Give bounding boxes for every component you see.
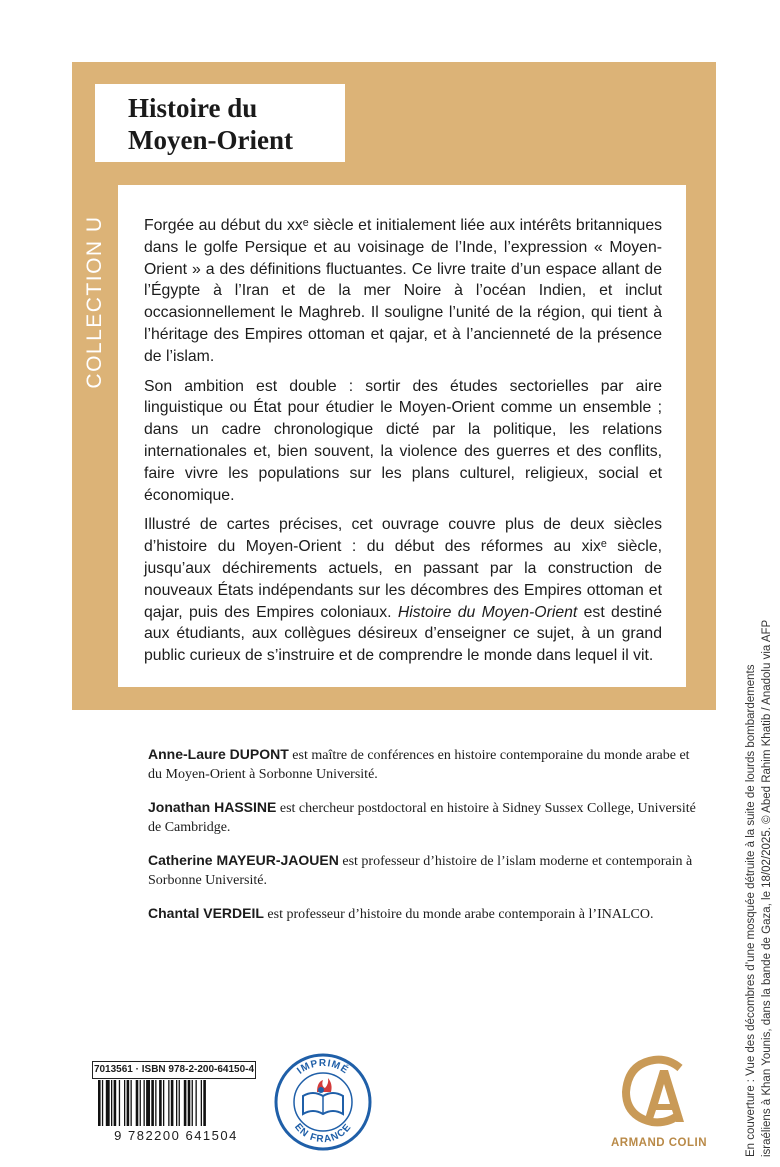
barcode-bar: [176, 1080, 177, 1126]
printed-in-france-badge: [273, 1052, 373, 1152]
barcode-bar: [119, 1080, 120, 1126]
author-name: Jonathan HASSINE: [148, 799, 277, 815]
barcode-bar: [106, 1080, 110, 1126]
barcode-bar: [171, 1080, 174, 1126]
author-name: Anne-Laure DUPONT: [148, 746, 289, 762]
blurb-p3-end: est destiné aux étudiants, aux collègues désireux d’enseigner ce sujet, à un grand public curieux de s’instruire et de comprendre le monde dans lequel il vit.: [144, 603, 662, 665]
blurb-paragraph-3: [144, 514, 662, 667]
author-bio: est professeur d’histoire du monde arabe contemporain à l’INALCO.: [263, 907, 654, 922]
author-entry: [148, 851, 696, 890]
publisher-name: ARMAND COLIN: [610, 1137, 708, 1149]
barcode-bar: [163, 1080, 164, 1126]
collection-text: COLLECTION U: [83, 215, 106, 389]
credit-line-1: En couverture : Vue des décombres d’une mosquée détruite à la suite de lourds bombardements: [745, 664, 757, 1157]
barcode-bar: [111, 1080, 112, 1126]
blurb-paragraph-1: Forgée au début du xxᵉ siècle et initialement liée aux intérêts britanniques dans le golfe Persique et au voisinage de l’Inde, l’expression « Moyen-Orient » a des définitions fluctuantes. Ce livre traite d’un espace allant de l’Égypte à l’Iran et de la mer Noire à l’océan Indien, et inclut occasionnellement le Maghreb. Il souligne l’unité de la région, qui tient à l’héritage des Empires ottoman et qajar, et à l’ancienneté de la présence de l’islam.: [144, 217, 662, 365]
barcode-bar: [159, 1080, 162, 1126]
author-entry: [148, 745, 696, 784]
ac-letter-a-icon: [644, 1070, 684, 1122]
author-entry: [148, 798, 696, 837]
author-bio: est professeur d’histoire de l’islam moderne et contemporain à Sorbonne Université.: [148, 854, 693, 888]
barcode-bar: [144, 1080, 145, 1126]
title-line-2: Moyen-Orient: [128, 125, 293, 155]
author-bio: est maître de conférences en histoire contemporaine du monde arabe et du Moyen-Orient à Sorbonne Université.: [148, 748, 690, 782]
barcode-bar: [155, 1080, 156, 1126]
author-name: Catherine MAYEUR-JAOUEN: [148, 852, 339, 868]
barcode-bar: [136, 1080, 139, 1126]
blurb-text: [144, 215, 662, 675]
title-line-1: Histoire du: [128, 93, 258, 123]
barcode-bar: [151, 1080, 154, 1126]
barcode-bar: [146, 1080, 150, 1126]
author-bio: est chercheur postdoctoral en histoire à Sidney Sussex College, Université de Cambridge.: [148, 801, 696, 835]
credit-line-2: israéliens à Khan Younis, dans la bande de Gaza, le 18/02/2025. © Abed Rahim Khatib / Anadolu via AFP: [761, 619, 773, 1157]
armand-colin-logo: [610, 1050, 708, 1150]
barcode-bar: [140, 1080, 141, 1126]
barcode-bar: [188, 1080, 191, 1126]
author-entry: [148, 904, 696, 924]
barcode-bar: [124, 1080, 125, 1126]
collection-label: [75, 212, 115, 392]
badge-top-text: IMPRIMÉ: [295, 1058, 351, 1077]
blurb-p3-start: Illustré de cartes précises, cet ouvrage couvre plus de deux siècles d’histoire du Moyen-Orient : du début des réformes au xixᵉ siècle, jusqu’aux déchirements actuels, en passant par la construction de nouveaux États indépendants sur les décombres des Empires ottoman et qajar, puis des Empires coloniaux.: [144, 516, 662, 621]
barcode-bar: [192, 1080, 193, 1126]
blurb-paragraph-2: Son ambition est double : sortir des études sectorielles par aire linguistique ou État pour étudier le Moyen-Orient comme un ensemble ; dans un cadre chronologique dicté par la politique, les relations internationales et, bien souvent, la violence des guerres et des conflits, faire vivre les populations sur les plans culturel, religieux, social et économique.: [144, 377, 662, 504]
barcode-number: 9 782200 641504: [96, 1128, 256, 1143]
barcode-bar: [196, 1080, 197, 1126]
barcode-bar: [127, 1080, 130, 1126]
open-book-icon: [303, 1093, 343, 1114]
barcode-bar: [114, 1080, 117, 1126]
authors-section: [148, 745, 696, 938]
author-name: Chantal VERDEIL: [148, 905, 264, 921]
book-title: [128, 92, 293, 156]
cover-photo-credit: [743, 577, 775, 1157]
badge-bottom-text: EN FRANCE: [292, 1121, 354, 1146]
barcode-bar: [168, 1080, 169, 1126]
barcode-bar: [131, 1080, 132, 1126]
barcode-bar: [179, 1080, 180, 1126]
barcode-bar: [98, 1080, 101, 1126]
blurb-p3-title: Histoire du Moyen-Orient: [397, 603, 578, 621]
barcode-bar: [102, 1080, 103, 1126]
isbn-label: 7013561 · ISBN 978-2-200-64150-4: [92, 1061, 256, 1079]
barcode-bar: [203, 1080, 206, 1126]
barcode-bar: [201, 1080, 202, 1126]
barcode-bar: [184, 1080, 187, 1126]
